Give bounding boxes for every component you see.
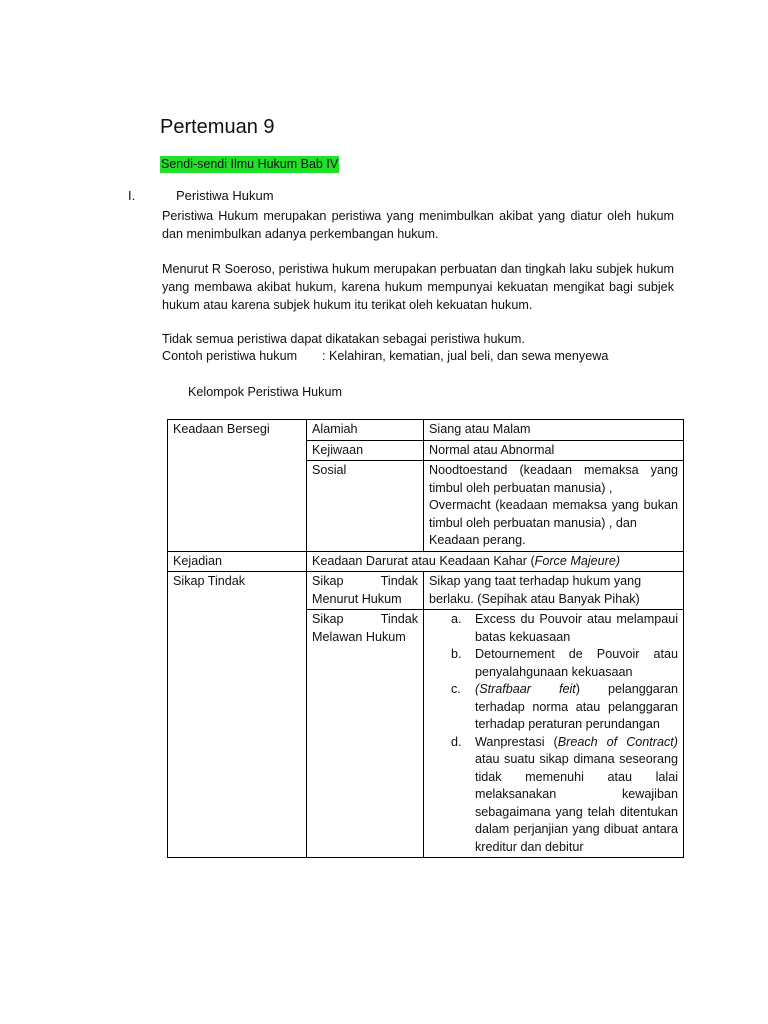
list-marker: d.: [451, 734, 462, 749]
highlighted-subtitle: Sendi-sendi Ilmu Hukum Bab IV: [161, 157, 339, 171]
example-value: : Kelahiran, kematian, jual beli, dan sewa menyewa: [322, 349, 609, 363]
type-cell: Kejiwaan: [307, 440, 424, 461]
page-title: Pertemuan 9: [160, 116, 275, 138]
list-marker: b.: [451, 647, 462, 661]
list-item-pre: Wanprestasi (: [475, 734, 558, 749]
group-title: Kelompok Peristiwa Hukum: [188, 385, 342, 399]
section-number: I.: [128, 188, 136, 203]
kejadian-desc-italic: Force Majeure): [534, 553, 621, 568]
sosial-desc-noodtoestand: Noodtoestand (keadaan memaksa yang timbul oleh perbuatan manusia) ,: [429, 463, 678, 495]
list-marker: c.: [451, 682, 461, 696]
sosial-desc-perang: Keadaan perang.: [429, 533, 526, 547]
sosial-desc-overmacht: Overmacht (keadaan memaksa yang bukan timbul oleh perbuatan manusia) , dan: [429, 498, 678, 530]
list-item-text: Excess du Pouvoir atau melampaui batas kekuasaan: [475, 612, 678, 644]
sikap-label-cell: Sikap Tindak: [168, 572, 307, 858]
type-cell: Sikap Tindak Menurut Hukum: [307, 572, 424, 610]
list-item-text: ) pelanggaran terhadap norma atau pelanggaran terhadap peraturan perundangan: [475, 682, 678, 731]
type-cell: Sosial: [307, 461, 424, 552]
table-row: [168, 572, 684, 610]
table-row: [168, 551, 684, 572]
violation-list: [429, 611, 678, 856]
keadaan-label-cell: Keadaan Bersegi: [168, 420, 307, 552]
kejadian-desc-text: Keadaan Darurat atau Keadaan Kahar (: [312, 553, 535, 568]
list-item: [451, 681, 678, 734]
list-item: [451, 646, 678, 681]
type-cell: Sikap Tindak Melawan Hukum: [307, 610, 424, 858]
desc-cell: Siang atau Malam: [424, 420, 684, 441]
paragraph-definition: Peristiwa Hukum merupakan peristiwa yang menimbulkan akibat yang diatur oleh hukum dan menimbulkan adanya perkembangan hukum.: [162, 209, 674, 241]
paragraph-not-all: Tidak semua peristiwa dapat dikatakan sebagai peristiwa hukum.: [162, 332, 525, 346]
desc-cell: Sikap yang taat terhadap hukum yang berlaku. (Sepihak atau Banyak Pihak): [424, 572, 684, 610]
desc-cell: Normal atau Abnormal: [424, 440, 684, 461]
desc-cell: [424, 610, 684, 858]
kejadian-label-cell: Kejadian: [168, 551, 307, 572]
list-item-italic: Breach of Contract): [557, 734, 678, 749]
list-item-italic: (Strafbaar feit: [475, 682, 576, 696]
paragraph-soeroso: Menurut R Soeroso, peristiwa hukum merupakan perbuatan dan tingkah laku subjek hukum yang membawa akibat hukum, karena hukum mempunyai kekuatan mengikat bagi subjek hukum atau karena subjek hukum itu terikat oleh kekuatan hukum.: [162, 262, 674, 312]
list-marker: a.: [451, 612, 462, 626]
event-group-table: [167, 419, 684, 858]
list-item: [451, 734, 678, 857]
desc-cell: [424, 461, 684, 552]
list-item-text: atau suatu sikap dimana seseorang tidak memenuhi atau lalai melaksanakan kewajiban sebagaimana yang telah ditentukan dalam perjanjian yang dibuat antara kreditur dan debitur: [475, 752, 678, 854]
section-title: Peristiwa Hukum: [176, 188, 274, 203]
example-label: Contoh peristiwa hukum: [162, 349, 298, 363]
table-row: [168, 420, 684, 441]
kejadian-desc-cell: [307, 551, 684, 572]
type-cell: Alamiah: [307, 420, 424, 441]
list-item: [451, 611, 678, 646]
list-item-text: Detournement de Pouvoir atau penyalahgunaan kekuasaan: [475, 647, 678, 679]
